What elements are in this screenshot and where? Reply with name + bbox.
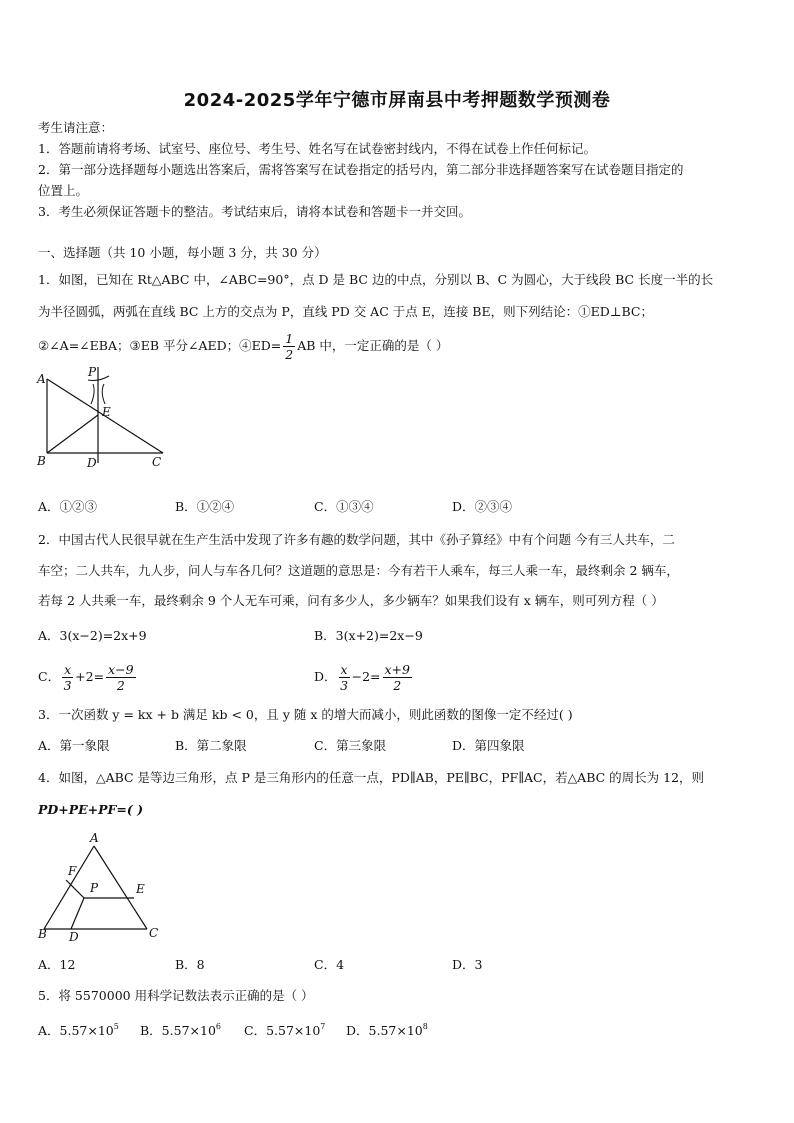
q5-option-d[interactable] [346, 1017, 428, 1041]
q2-option-b[interactable]: B．3(x+2)=2x−9 [314, 628, 423, 643]
point-label-c: C [152, 455, 162, 469]
q4-option-d[interactable]: D．3 [452, 957, 483, 972]
q2-option-c[interactable] [38, 660, 138, 694]
q3-text: 3．一次函数 y = kx + b 满足 kb < 0，且 y 随 x 的增大而减小，则此函数的图像一定不经过( ) [38, 707, 573, 722]
q4-text: PD+PE+PF=( ) [38, 802, 144, 817]
q1-option-a[interactable]: A．①②③ [38, 499, 98, 514]
option-operator: +2= [75, 669, 105, 684]
denominator: 3 [63, 678, 72, 693]
numerator: x−9 [108, 662, 134, 677]
option-exponent: 6 [215, 1022, 221, 1031]
q1-option-c[interactable]: C．①③④ [314, 499, 374, 514]
option-exponent: 7 [320, 1022, 326, 1031]
option-base: A．5.57×10 [38, 1023, 114, 1038]
fraction [283, 331, 295, 362]
option-label: D． [314, 669, 337, 684]
fraction [62, 662, 73, 693]
point-label-a: A [90, 831, 99, 845]
point-label-f: F [68, 864, 77, 878]
q3-option-b[interactable]: B．第二象限 [175, 738, 247, 753]
q2-option-d[interactable] [314, 660, 414, 694]
numerator: x [64, 662, 72, 677]
q3-option-d[interactable]: D．第四象限 [452, 738, 525, 753]
q5-text: 5．将 5570000 用科学记数法表示正确的是（ ） [38, 988, 314, 1003]
q1-text-with-fraction [38, 330, 448, 362]
q3-option-a[interactable]: A．第一象限 [38, 738, 110, 753]
notice-heading: 考生请注意： [38, 120, 114, 135]
point-label-e: E [136, 882, 145, 896]
q1-figure [30, 362, 180, 472]
notice-item: 位置上。 [38, 183, 89, 198]
notice-item: 3．考生必须保证答题卡的整洁。考试结束后，请将本试卷和答题卡一并交回。 [38, 204, 471, 219]
q1-text: 为半径圆弧，两弧在直线 BC 上方的交点为 P，直线 PD 交 AC 于点 E，连接 BE，则下列结论：①ED⊥BC； [38, 304, 653, 319]
q3-option-c[interactable]: C．第三象限 [314, 738, 387, 753]
denominator: 2 [285, 347, 294, 362]
numerator: 1 [285, 331, 294, 346]
q5-option-a[interactable] [38, 1017, 119, 1041]
section-heading: 一、选择题（共 10 小题，每小题 3 分，共 30 分） [38, 245, 327, 260]
page-title: 2024-2025学年宁德市屏南县中考押题数学预测卷 [183, 90, 611, 111]
notice-item: 2．第一部分选择题每小题选出答案后，需将答案写在试卷指定的括号内，第二部分非选择题答案写在试卷题目指定的 [38, 162, 684, 177]
point-label-b: B [38, 927, 47, 941]
q4-option-a[interactable]: A．12 [38, 957, 76, 972]
denominator: 2 [393, 678, 402, 693]
point-label-p: P [90, 881, 99, 895]
fraction [106, 662, 135, 693]
q4-option-c[interactable]: C．4 [314, 957, 345, 972]
q2-text: 2．中国古代人民很早就在生产生活中发现了许多有趣的数学问题，其中《孙子算经》中有个问题 今有三人共车，二 [38, 532, 675, 547]
point-label-d: D [69, 930, 79, 944]
option-base: C．5.57×10 [244, 1023, 321, 1038]
option-exponent: 5 [113, 1022, 119, 1031]
q1-option-b[interactable]: B．①②④ [175, 499, 235, 514]
q4-option-b[interactable]: B．8 [175, 957, 205, 972]
point-label-e: E [102, 405, 111, 419]
point-label-c: C [149, 926, 159, 940]
denominator: 3 [340, 678, 349, 693]
point-label-d: D [87, 456, 97, 470]
q1-text: ②∠A=∠EBA；③EB 平分∠AED；④ED= [38, 338, 282, 353]
q5-option-c[interactable] [244, 1017, 325, 1041]
point-label-b: B [37, 454, 46, 468]
q4-figure [30, 828, 170, 946]
fraction [383, 662, 412, 693]
q1-option-d[interactable]: D．②③④ [452, 499, 513, 514]
q1-text: 1．如图，已知在 Rt△ABC 中，∠ABC=90°，点 D 是 BC 边的中点，分别以 B、C 为圆心，大于线段 BC 长度一半的长 [38, 272, 714, 287]
point-label-a: A [37, 372, 46, 386]
option-base: B．5.57×10 [140, 1023, 216, 1038]
option-exponent: 8 [422, 1022, 428, 1031]
option-base: D．5.57×10 [346, 1023, 423, 1038]
notice-item: 1．答题前请将考场、试室号、座位号、考生号、姓名写在试卷密封线内，不得在试卷上作任何标记。 [38, 141, 596, 156]
q4-text: 4．如图，△ABC 是等边三角形，点 P 是三角形内的任意一点，PD∥AB，PE∥BC，PF∥AC，若△ABC 的周长为 12，则 [38, 770, 705, 785]
q2-text: 若每 2 人共乘一车，最终剩余 9 个人无车可乘，问有多少人，多少辆车？如果我们设有 x 辆车，则可列方程（ ） [38, 593, 664, 608]
denominator: 2 [116, 678, 125, 693]
point-label-p: P [88, 365, 97, 379]
q5-option-b[interactable] [140, 1017, 221, 1041]
option-operator: −2= [351, 669, 381, 684]
fraction [339, 662, 350, 693]
numerator: x [340, 662, 348, 677]
option-label: C． [38, 669, 61, 684]
q1-text: AB 中，一定正确的是（ ） [297, 338, 449, 353]
q2-option-a[interactable]: A．3(x−2)=2x+9 [38, 628, 147, 643]
numerator: x+9 [384, 662, 410, 677]
q2-text: 车空；二人共车，九人步，问人与车各几何？这道题的意思是：今有若干人乘车，每三人乘一车，最终剩余 2 辆车， [38, 563, 679, 578]
